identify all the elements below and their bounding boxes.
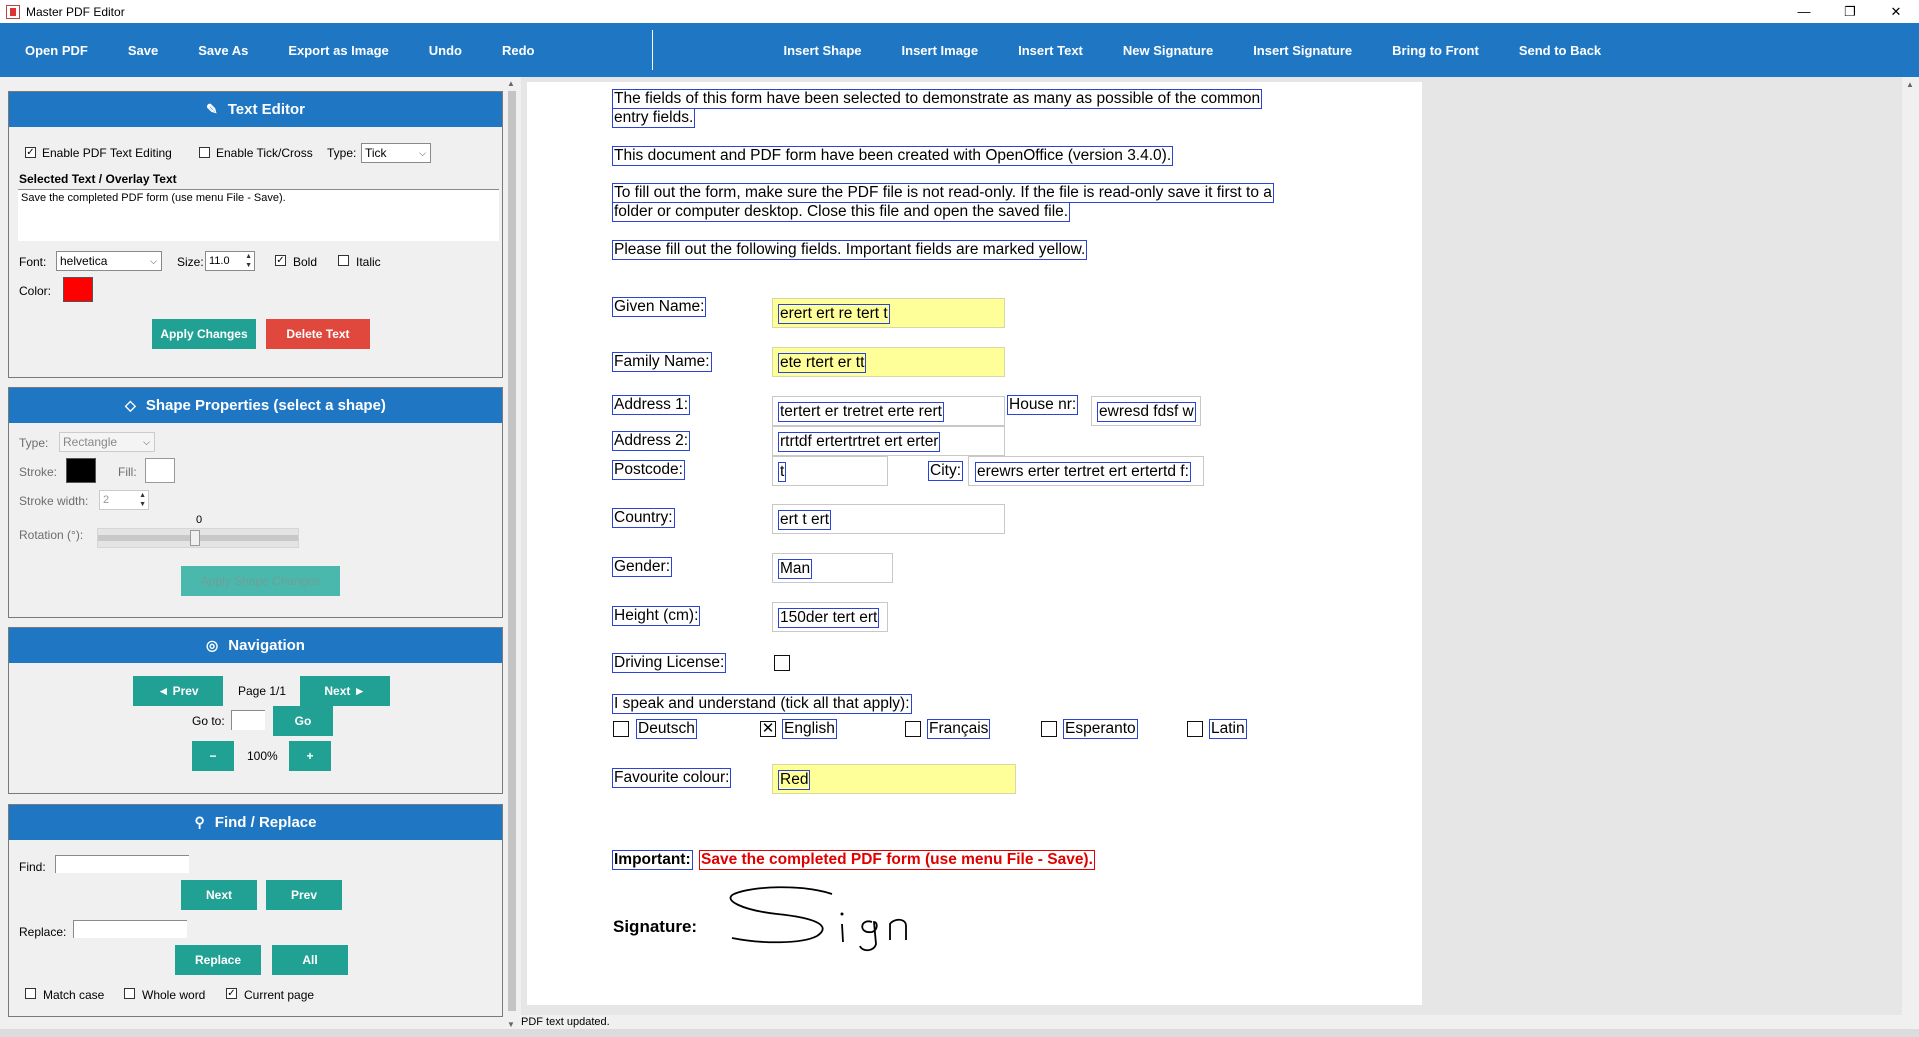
open-pdf-button[interactable]: Open PDF xyxy=(25,42,88,58)
prev-page-button[interactable]: ◄ Prev xyxy=(133,676,223,706)
replace-input[interactable] xyxy=(73,920,187,938)
postcode-label[interactable]: Postcode: xyxy=(614,461,683,478)
page-indicator: Page 1/1 xyxy=(238,684,287,698)
selected-text-value: Save the completed PDF form (use menu File - Save). xyxy=(21,192,286,204)
given-name-value[interactable]: erert ert re tert t xyxy=(780,305,888,322)
rotation-slider[interactable] xyxy=(97,528,299,548)
intro-paragraph-2[interactable]: This document and PDF form have been created with OpenOffice (version 3.4.0). xyxy=(614,147,1172,164)
zoom-out-button[interactable]: − xyxy=(192,741,234,771)
navigation-header xyxy=(9,628,502,663)
house-nr-value[interactable]: ewresd fdsf w xyxy=(1099,403,1194,420)
left-panel-scrollbar[interactable] xyxy=(505,77,519,1029)
text-editor-section xyxy=(8,91,503,378)
scroll-up-icon[interactable]: ▲ xyxy=(507,79,515,88)
text-color-swatch[interactable] xyxy=(63,277,93,302)
intro-paragraph-1a[interactable]: The fields of this form have been selected to demonstrate as many as possible of the common xyxy=(614,90,1261,107)
italic-label: Italic xyxy=(356,255,381,269)
delete-text-button[interactable]: Delete Text xyxy=(266,319,370,349)
francais-label[interactable]: Français xyxy=(929,720,989,737)
fill-label: Fill: xyxy=(118,465,137,479)
intro-paragraph-3a[interactable]: To fill out the form, make sure the PDF file is not read-only. If the file is read-only save it first to a xyxy=(614,184,1272,201)
zoom-level: 100% xyxy=(247,749,278,763)
redo-button[interactable]: Redo xyxy=(501,42,535,58)
pdf-page[interactable] xyxy=(527,82,1422,1005)
city-label[interactable]: City: xyxy=(930,462,961,479)
status-bar xyxy=(519,1015,1919,1029)
color-label: Color: xyxy=(19,284,52,298)
deutsch-checkbox[interactable] xyxy=(613,721,629,737)
replace-all-button[interactable]: All xyxy=(272,945,348,975)
whole-word-label: Whole word xyxy=(142,988,206,1002)
given-name-label[interactable]: Given Name: xyxy=(614,298,705,315)
favourite-colour-label[interactable]: Favourite colour: xyxy=(614,769,730,786)
find-prev-button[interactable]: Prev xyxy=(266,880,342,910)
selected-text-area[interactable] xyxy=(18,189,499,241)
intro-paragraph-3b[interactable]: folder or computer desktop. Close this file and open the saved file. xyxy=(614,203,1069,220)
stroke-width-value: 2 xyxy=(103,494,110,506)
spinner-arrows-icon: ▲ ▼ xyxy=(139,492,146,508)
toolbar-separator xyxy=(652,30,653,70)
navigation-section xyxy=(8,627,503,794)
address-1-value[interactable]: tertert er tretret erte rert xyxy=(780,403,942,420)
important-label[interactable]: Important: xyxy=(614,851,691,868)
diamond-icon: ◇ xyxy=(125,397,136,413)
enable-pdf-text-editing-checkbox[interactable]: ✓ xyxy=(26,147,35,158)
send-to-back-button[interactable]: Send to Back xyxy=(1518,42,1602,58)
intro-paragraph-4[interactable]: Please fill out the following fields. Important fields are marked yellow. xyxy=(614,241,1086,258)
chevron-down-icon: ⌵ xyxy=(150,256,157,266)
undo-button[interactable]: Undo xyxy=(428,42,462,58)
bottom-strip xyxy=(0,1029,1919,1037)
postcode-field[interactable] xyxy=(772,456,888,486)
current-page-checkbox[interactable]: ✓ xyxy=(227,988,236,999)
signature-image[interactable] xyxy=(722,882,942,952)
goto-label: Go to: xyxy=(192,714,225,728)
window-title: Master PDF Editor xyxy=(26,4,125,19)
navigation-title: Navigation xyxy=(228,637,305,654)
bring-to-front-button[interactable]: Bring to Front xyxy=(1392,42,1479,58)
left-panel xyxy=(0,77,512,1027)
close-button[interactable]: ✕ xyxy=(1890,3,1902,19)
match-case-label: Match case xyxy=(43,988,105,1002)
find-replace-section xyxy=(8,804,503,1017)
italic-checkbox[interactable] xyxy=(338,255,349,266)
languages-label[interactable]: I speak and understand (tick all that apply): xyxy=(614,695,910,712)
height-label[interactable]: Height (cm): xyxy=(614,607,699,624)
compass-icon: ◎ xyxy=(206,637,219,653)
scroll-down-icon[interactable]: ▼ xyxy=(507,1020,515,1029)
minimize-button[interactable]: — xyxy=(1797,4,1811,19)
favourite-colour-value[interactable]: Red xyxy=(780,771,809,788)
replace-button[interactable]: Replace xyxy=(175,945,261,975)
search-icon: ⚲ xyxy=(194,814,205,830)
shape-properties-section xyxy=(8,387,503,618)
address-2-value[interactable]: rtrtdf ertertrtret ert erter xyxy=(780,433,939,450)
shape-properties-header xyxy=(9,388,502,423)
shape-type-label: Type: xyxy=(19,436,49,450)
postcode-value[interactable]: t xyxy=(780,463,785,480)
window-controls xyxy=(1781,0,1919,23)
title-bar xyxy=(0,0,1919,23)
address-1-label[interactable]: Address 1: xyxy=(614,396,689,413)
size-label: Size: xyxy=(177,255,204,269)
save-as-button[interactable]: Save As xyxy=(198,42,249,58)
current-page-label: Current page xyxy=(244,988,315,1002)
driving-license-label[interactable]: Driving License: xyxy=(614,654,725,671)
apply-changes-button[interactable]: Apply Changes xyxy=(152,319,256,349)
maximize-button[interactable]: ❐ xyxy=(1844,3,1856,19)
left-scrollbar-thumb[interactable] xyxy=(508,91,516,1011)
document-scrollbar[interactable] xyxy=(1902,77,1919,1029)
insert-image-button[interactable]: Insert Image xyxy=(901,42,979,58)
important-text[interactable]: Save the completed PDF form (use menu File - Save). xyxy=(701,851,1093,868)
spinner-arrows-icon: ▲ ▼ xyxy=(245,253,252,269)
rotation-value: 0 xyxy=(196,514,203,526)
text-editor-title: Text Editor xyxy=(227,101,305,118)
status-text: PDF text updated. xyxy=(521,1016,610,1028)
find-next-button[interactable]: Next xyxy=(181,880,257,910)
find-replace-title: Find / Replace xyxy=(214,814,317,831)
type-label: Type: xyxy=(327,146,357,160)
latin-label[interactable]: Latin xyxy=(1211,720,1245,737)
family-name-value[interactable]: ete rtert er tt xyxy=(780,354,865,371)
height-value[interactable]: 150der tert ert xyxy=(780,609,878,626)
font-select[interactable] xyxy=(56,251,162,271)
goto-page-input[interactable] xyxy=(231,710,265,730)
intro-paragraph-1b[interactable]: entry fields. xyxy=(614,109,694,126)
font-size-spinner[interactable] xyxy=(205,251,255,271)
shape-type-value: Rectangle xyxy=(63,435,118,449)
stroke-color-swatch[interactable] xyxy=(66,458,96,483)
latin-checkbox[interactable] xyxy=(1187,721,1203,737)
shape-type-select[interactable] xyxy=(59,432,155,452)
eraser-icon: ✎ xyxy=(206,101,218,117)
address-2-label[interactable]: Address 2: xyxy=(614,432,689,449)
chevron-down-icon: ⌵ xyxy=(143,437,150,447)
apply-shape-changes-button[interactable]: Apply Shape Changes xyxy=(181,566,340,596)
insert-shape-button[interactable]: Insert Shape xyxy=(783,42,862,58)
font-label: Font: xyxy=(19,255,47,269)
find-label: Find: xyxy=(19,860,46,874)
font-size-value: 11.0 xyxy=(209,255,230,267)
enable-tick-cross-checkbox[interactable] xyxy=(199,147,210,158)
new-signature-button[interactable]: New Signature xyxy=(1122,42,1214,58)
tick-type-value: Tick xyxy=(365,146,387,160)
fill-color-swatch[interactable] xyxy=(145,458,175,483)
gender-label[interactable]: Gender: xyxy=(614,558,671,575)
esperanto-label[interactable]: Esperanto xyxy=(1065,720,1136,737)
replace-label: Replace: xyxy=(19,925,67,939)
english-checkbox[interactable]: ✕ xyxy=(761,720,775,737)
find-input[interactable] xyxy=(55,855,189,873)
rotation-label: Rotation (°): xyxy=(19,528,84,542)
house-nr-label[interactable]: House nr: xyxy=(1009,396,1077,413)
esperanto-checkbox[interactable] xyxy=(1041,721,1057,737)
find-replace-header xyxy=(9,805,502,840)
insert-text-button[interactable]: Insert Text xyxy=(1018,42,1083,58)
match-case-checkbox[interactable] xyxy=(25,988,36,999)
save-button[interactable]: Save xyxy=(127,42,159,58)
bold-checkbox[interactable]: ✓ xyxy=(276,255,285,266)
francais-checkbox[interactable] xyxy=(905,721,921,737)
go-button[interactable]: Go xyxy=(273,706,333,736)
city-value[interactable]: erewrs erter tertret ert ertertd f: xyxy=(977,463,1189,480)
insert-signature-button[interactable]: Insert Signature xyxy=(1253,42,1353,58)
country-label[interactable]: Country: xyxy=(614,509,673,526)
bold-label: Bold xyxy=(293,255,318,269)
font-value: helvetica xyxy=(60,254,108,268)
driving-license-checkbox[interactable] xyxy=(774,655,790,671)
next-page-button[interactable]: Next ► xyxy=(300,676,390,706)
whole-word-checkbox[interactable] xyxy=(124,988,135,999)
enable-tick-cross-label: Enable Tick/Cross xyxy=(216,146,313,160)
signature-label: Signature: xyxy=(613,917,698,936)
text-editor-header xyxy=(9,92,502,127)
selected-text-label: Selected Text / Overlay Text xyxy=(19,172,177,186)
english-label[interactable]: English xyxy=(784,720,835,737)
tick-type-select[interactable] xyxy=(361,143,431,163)
country-value[interactable]: ert t ert xyxy=(780,511,830,528)
deutsch-label[interactable]: Deutsch xyxy=(638,720,695,737)
shape-properties-title: Shape Properties (select a shape) xyxy=(145,397,386,414)
stroke-width-label: Stroke width: xyxy=(19,494,89,508)
scroll-up-icon[interactable]: ▲ xyxy=(1906,80,1914,89)
gender-value[interactable]: Man xyxy=(780,560,811,577)
family-name-label[interactable]: Family Name: xyxy=(614,353,710,370)
rotation-slider-handle[interactable] xyxy=(190,530,200,546)
stroke-width-spinner[interactable] xyxy=(99,490,149,510)
zoom-in-button[interactable]: + xyxy=(289,741,331,771)
enable-pdf-text-editing-label: Enable PDF Text Editing xyxy=(42,146,172,160)
export-image-button[interactable]: Export as Image xyxy=(288,42,389,58)
stroke-label: Stroke: xyxy=(19,465,58,479)
app-icon xyxy=(6,5,20,19)
main-toolbar xyxy=(0,23,1919,77)
chevron-down-icon: ⌵ xyxy=(419,148,426,158)
